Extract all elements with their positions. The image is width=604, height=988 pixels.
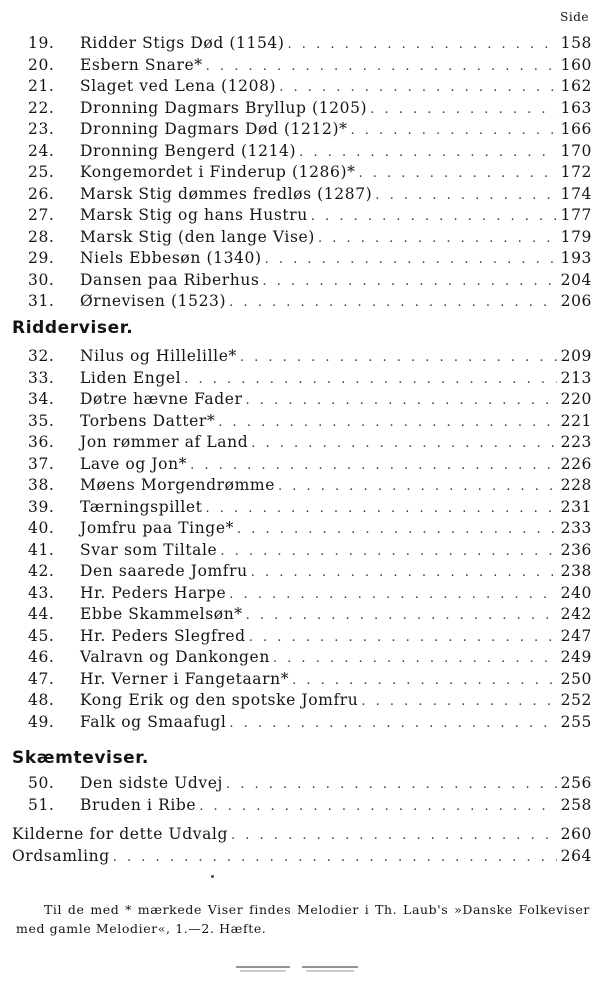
entry-line: [80, 669, 592, 692]
toc-entry: [0, 846, 604, 868]
dot-leader: [229, 292, 557, 314]
dot-leader: [218, 412, 557, 434]
entry-page-number: 170: [560, 141, 592, 160]
entry-number: 40.: [28, 519, 55, 537]
entry-number: 32.: [28, 347, 55, 365]
entry-page-number: 166: [560, 120, 592, 138]
entry-line: [80, 368, 592, 391]
entry-page-number: 213: [560, 368, 592, 387]
toc-entry: [0, 184, 604, 206]
entry-line: [12, 824, 592, 847]
entry-line: [80, 248, 592, 271]
section-heading-ridderviser: Ridderviser.: [12, 318, 134, 338]
entry-page-number: 204: [560, 270, 592, 289]
entry-number: 50.: [28, 774, 55, 792]
entry-page-number: 260: [560, 825, 592, 843]
entry-page-number: 179: [560, 227, 592, 246]
entry-title: Kilderne for dette Udvalg: [12, 825, 229, 843]
entry-title: Marsk Stig (den lange Vise): [80, 227, 315, 246]
toc-entry: [0, 248, 604, 270]
entry-line: [80, 475, 592, 498]
entry-page-number: 238: [560, 562, 592, 580]
entry-title: Falk og Smaafugl: [80, 712, 227, 731]
entry-page-number: 174: [560, 184, 592, 203]
toc-entry: [0, 583, 604, 605]
entry-line: [80, 270, 592, 293]
entry-page-number: 249: [560, 648, 592, 666]
stray-dot: [211, 875, 214, 878]
dot-leader: [199, 796, 557, 818]
toc-entry: [0, 626, 604, 648]
entry-title: Liden Engel: [80, 368, 182, 387]
entry-title: Svar som Tiltale: [80, 540, 218, 559]
entry-number: 19.: [28, 34, 55, 52]
entry-title: Bruden i Ribe: [80, 795, 197, 814]
dot-leader: [229, 584, 557, 606]
entry-number: 42.: [28, 562, 55, 580]
dot-leader: [273, 648, 557, 670]
entry-number: 23.: [28, 120, 55, 138]
entry-page-number: 250: [560, 669, 592, 688]
skaemteviser-list: [0, 773, 604, 816]
entry-title: Kongemordet i Finderup (1286)*: [80, 163, 356, 181]
entry-number: 21.: [28, 77, 55, 95]
dot-leader: [206, 498, 557, 520]
entry-line: [80, 291, 592, 314]
entry-page-number: 240: [560, 583, 592, 602]
dot-leader: [231, 825, 557, 847]
toc-entry: [0, 411, 604, 433]
entry-title: Dronning Dagmars Død (1212)*: [80, 120, 348, 138]
entry-number: 36.: [28, 433, 55, 451]
entry-line: [80, 432, 592, 455]
entry-number: 20.: [28, 55, 55, 74]
toc-entry: [0, 475, 604, 497]
toc-entry: [0, 824, 604, 846]
dot-leader: [370, 99, 557, 121]
entry-line: [80, 389, 592, 412]
toc-entry: [0, 389, 604, 411]
entry-title: Marsk Stig og hans Hustru: [80, 206, 308, 224]
entry-page-number: 221: [560, 411, 592, 430]
entry-line: [80, 604, 592, 627]
toc-entry: [0, 773, 604, 795]
toc-entry: [0, 227, 604, 249]
toc-entry: [0, 291, 604, 313]
entry-number: 45.: [28, 626, 55, 645]
entry-line: [80, 184, 592, 207]
entry-page-number: 252: [560, 691, 592, 709]
dot-leader: [251, 562, 557, 584]
entry-page-number: 193: [560, 249, 592, 267]
entry-page-number: 233: [560, 519, 592, 537]
entry-line: [80, 141, 592, 164]
dot-leader: [292, 670, 557, 692]
footnote: Til de med * mærkede Viser findes Melodier i Th. Laub's »Danske Folkeviser med gamle Melodier«, 1.—2. Hæfte.: [16, 902, 590, 936]
entry-number: 27.: [28, 206, 55, 224]
entry-line: [80, 561, 592, 584]
section-heading-skaemteviser: Skæmteviser.: [12, 748, 149, 768]
dot-leader: [299, 142, 557, 164]
entry-line: [80, 346, 592, 369]
entry-line: [80, 55, 592, 78]
entry-page-number: 220: [560, 390, 592, 408]
entry-number: 39.: [28, 497, 55, 516]
dot-leader: [251, 433, 557, 455]
entry-page-number: 206: [560, 292, 592, 310]
entry-title: Ridder Stigs Død (1154): [80, 34, 285, 52]
entry-line: [80, 518, 592, 541]
entry-number: 33.: [28, 368, 55, 387]
entry-line: [80, 33, 592, 56]
entry-number: 34.: [28, 390, 55, 408]
entry-number: 35.: [28, 411, 55, 430]
entry-title: Ebbe Skammelsøn*: [80, 605, 243, 623]
appendix-list: [0, 824, 604, 867]
toc-entry: [0, 647, 604, 669]
entry-page-number: 231: [560, 497, 592, 516]
entry-number: 24.: [28, 141, 55, 160]
toc-entry: [0, 346, 604, 368]
toc-entry: [0, 270, 604, 292]
toc-entry: [0, 604, 604, 626]
entry-number: 43.: [28, 583, 55, 602]
dot-leader: [311, 206, 557, 228]
entry-line: [80, 712, 592, 735]
entry-title: Dronning Dagmars Bryllup (1205): [80, 98, 368, 117]
entry-title: Nilus og Hillelille*: [80, 347, 237, 365]
entry-page-number: 258: [560, 795, 592, 814]
entry-line: [12, 846, 592, 869]
entry-title: Dronning Bengerd (1214): [80, 141, 297, 160]
entry-line: [80, 119, 592, 142]
dot-leader: [262, 271, 557, 293]
entry-title: Ordsamling: [12, 846, 110, 865]
entry-page-number: 160: [560, 55, 592, 74]
entry-page-number: 228: [560, 476, 592, 494]
entry-line: [80, 795, 592, 818]
ridderviser-list: [0, 346, 604, 733]
toc-entry: [0, 33, 604, 55]
entry-title: Niels Ebbesøn (1340): [80, 249, 262, 267]
toc-entry: [0, 141, 604, 163]
entry-title: Lave og Jon*: [80, 454, 188, 473]
entry-title: Kong Erik og den spotske Jomfru: [80, 691, 359, 709]
page-column-header: Side: [560, 10, 589, 24]
entry-number: 25.: [28, 163, 55, 181]
dot-leader: [375, 185, 557, 207]
toc-entry: [0, 162, 604, 184]
dot-leader: [190, 455, 557, 477]
dot-leader: [237, 519, 557, 541]
entry-page-number: 242: [560, 605, 592, 623]
toc-entry: [0, 497, 604, 519]
dot-leader: [288, 34, 557, 56]
toc-entry: [0, 712, 604, 734]
entry-title: Hr. Peders Slegfred: [80, 626, 246, 645]
entry-number: 38.: [28, 476, 55, 494]
entry-page-number: 247: [560, 626, 592, 645]
entry-number: 26.: [28, 184, 55, 203]
entry-title: Hr. Peders Harpe: [80, 583, 227, 602]
toc-entry: [0, 55, 604, 77]
entry-title: Jon rømmer af Land: [80, 433, 249, 451]
entry-number: 22.: [28, 98, 55, 117]
entry-number: 31.: [28, 292, 55, 310]
entry-page-number: 226: [560, 454, 592, 473]
entry-line: [80, 626, 592, 649]
dot-leader: [184, 369, 557, 391]
entry-page-number: 236: [560, 540, 592, 559]
entry-line: [80, 411, 592, 434]
entry-page-number: 264: [560, 846, 592, 865]
entry-number: 51.: [28, 795, 55, 814]
entry-title: Ørnevisen (1523): [80, 292, 227, 310]
dot-leader: [240, 347, 557, 369]
dot-leader: [318, 228, 557, 250]
entry-page-number: 223: [560, 433, 592, 451]
entry-line: [80, 205, 592, 228]
entry-page-number: 162: [560, 77, 592, 95]
entry-page-number: 177: [560, 206, 592, 224]
dot-leader: [350, 120, 557, 142]
entry-page-number: 209: [560, 347, 592, 365]
dot-leader: [249, 627, 557, 649]
dot-leader: [361, 691, 557, 713]
entry-title: Jomfru paa Tinge*: [80, 519, 234, 537]
entry-title: Døtre hævne Fader: [80, 390, 243, 408]
dot-leader: [229, 713, 557, 735]
entry-title: Valravn og Dankongen: [80, 648, 270, 666]
entry-number: 28.: [28, 227, 55, 246]
end-ornament-rule: [232, 965, 362, 973]
entry-line: [80, 98, 592, 121]
toc-entry: [0, 454, 604, 476]
dot-leader: [246, 390, 557, 412]
entry-line: [80, 690, 592, 713]
historic-ballads-list: [0, 33, 604, 313]
toc-entry: [0, 795, 604, 817]
dot-leader: [226, 774, 557, 796]
entry-title: Esbern Snare*: [80, 55, 203, 74]
entry-line: [80, 76, 592, 99]
entry-title: Den sidste Udvej: [80, 774, 223, 792]
entry-line: [80, 227, 592, 250]
entry-page-number: 163: [560, 98, 592, 117]
entry-page-number: 158: [560, 34, 592, 52]
entry-line: [80, 162, 592, 185]
toc-entry: [0, 76, 604, 98]
dot-leader: [113, 847, 557, 869]
dot-leader: [220, 541, 557, 563]
entry-title: Møens Morgendrømme: [80, 476, 275, 494]
toc-entry: [0, 561, 604, 583]
entry-line: [80, 497, 592, 520]
entry-number: 49.: [28, 712, 55, 731]
entry-number: 47.: [28, 669, 55, 688]
entry-line: [80, 540, 592, 563]
dot-leader: [278, 476, 557, 498]
entry-number: 48.: [28, 691, 55, 709]
toc-entry: [0, 518, 604, 540]
entry-title: Torbens Datter*: [80, 411, 216, 430]
entry-number: 30.: [28, 270, 55, 289]
entry-title: Hr. Verner i Fangetaarn*: [80, 669, 290, 688]
entry-page-number: 256: [560, 774, 592, 792]
toc-entry: [0, 119, 604, 141]
entry-number: 41.: [28, 540, 55, 559]
entry-number: 37.: [28, 454, 55, 473]
toc-entry: [0, 669, 604, 691]
toc-entry: [0, 690, 604, 712]
entry-number: 44.: [28, 605, 55, 623]
entry-number: 29.: [28, 249, 55, 267]
toc-entry: [0, 432, 604, 454]
entry-line: [80, 773, 592, 796]
toc-entry: [0, 98, 604, 120]
entry-title: Slaget ved Lena (1208): [80, 77, 277, 95]
entry-line: [80, 647, 592, 670]
entry-number: 46.: [28, 648, 55, 666]
entry-title: Den saarede Jomfru: [80, 562, 248, 580]
entry-title: Tærningspillet: [80, 497, 203, 516]
entry-page-number: 172: [560, 163, 592, 181]
entry-page-number: 255: [560, 712, 592, 731]
toc-entry: [0, 368, 604, 390]
dot-leader: [206, 56, 557, 78]
toc-entry: [0, 540, 604, 562]
toc-entry: [0, 205, 604, 227]
dot-leader: [265, 249, 557, 271]
entry-title: Marsk Stig dømmes fredløs (1287): [80, 184, 373, 203]
entry-line: [80, 583, 592, 606]
entry-title: Dansen paa Riberhus: [80, 270, 260, 289]
dot-leader: [246, 605, 557, 627]
dot-leader: [279, 77, 557, 99]
entry-line: [80, 454, 592, 477]
dot-leader: [358, 163, 557, 185]
